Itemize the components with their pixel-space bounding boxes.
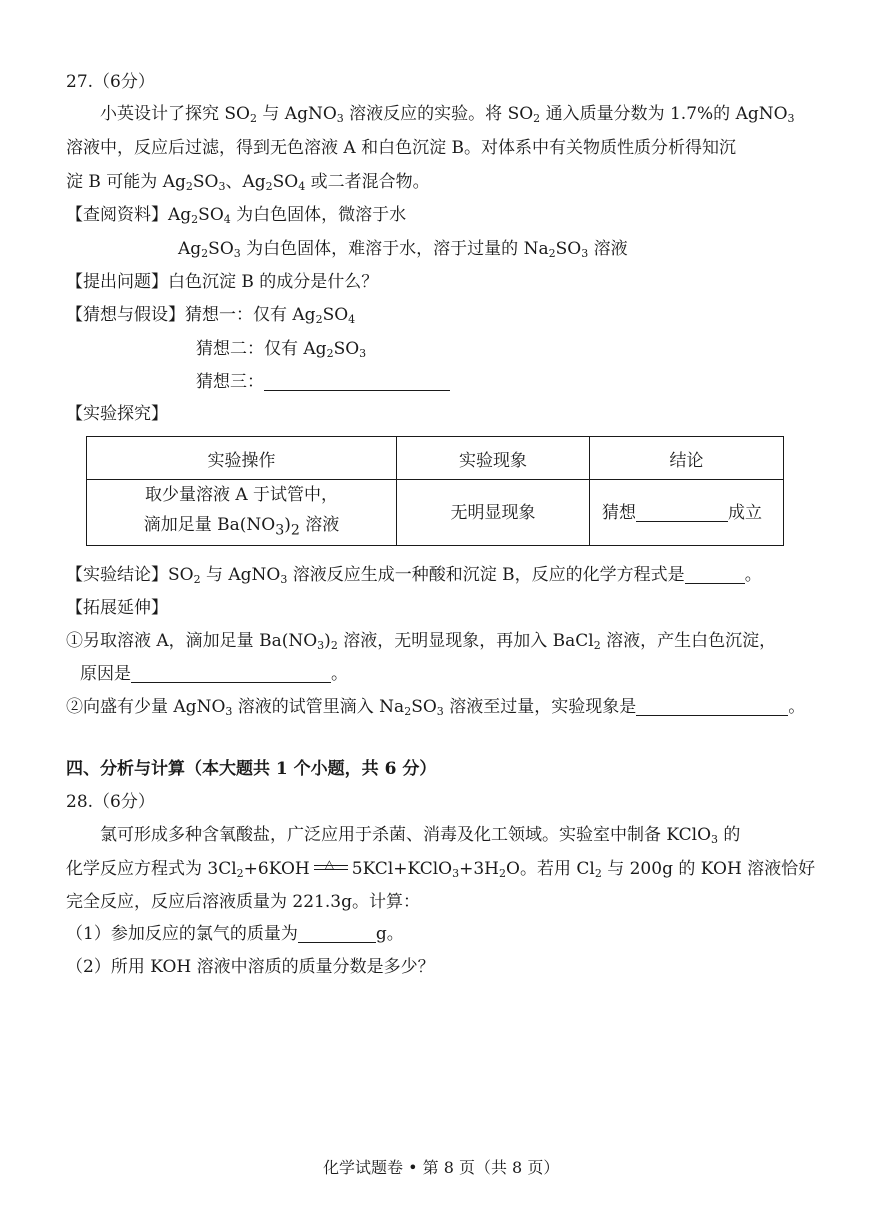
chlorine-mass-blank[interactable] [298, 924, 376, 943]
phenomenon-blank[interactable] [636, 697, 788, 716]
column-header-operation: 实验操作 [87, 437, 397, 480]
reference-info-line-2: $Ag_2SO_3$ 为白色固体，难溶于水，溶于过量的 $Na_2SO_3$ 溶液 [178, 239, 628, 260]
q28-subquestion-1: （1）参加反应的氯气的质量为 g。 [66, 924, 404, 944]
table-row [87, 480, 784, 546]
experiment-label: 【实验探究】 [66, 404, 168, 424]
hypothesis-3: 猜想三： [196, 370, 450, 394]
column-header-phenomenon: 实验现象 [397, 437, 590, 480]
hypothesis-3-blank[interactable] [264, 372, 450, 391]
q27-intro-line-2: 溶液中，反应后过滤，得到无色溶液 A 和白色沉淀 B。对体系中有关物质性质分析得知沉 [66, 138, 736, 158]
conclusion-cell: 猜想 成立 [590, 480, 784, 546]
experiment-conclusion: 【实验结论】$SO_2$ 与 AgNO$_3$ 溶液反应生成一种酸和沉淀 B，反应的化学方程式是 。 [66, 565, 762, 586]
hypothesis-2: 猜想二：仅有 $Ag_2SO_3$ [196, 339, 367, 360]
extension-item-1: ①另取溶液 A，滴加足量 $Ba(NO_3)_2$ 溶液，无明显现象，再加入 BaCl$_2$ 溶液，产生白色沉淀， [66, 631, 777, 652]
reason-blank[interactable] [131, 664, 331, 683]
extension-item-1-reason: 原因是 。 [80, 664, 348, 684]
phenomenon-cell: 无明显现象 [397, 480, 590, 546]
page-footer: 化学试题卷 • 第 8 页（共 8 页） [323, 1158, 560, 1177]
q28-line-1: 氯可形成多种含氧酸盐，广泛应用于杀菌、消毒及化工领域。实验室中制备 KClO$_3$ 的 [100, 825, 741, 846]
heating-condition-symbol: △ [314, 858, 348, 876]
operation-cell: 取少量溶液 A 于试管中， 滴加足量 $Ba(NO_3)_2$ 溶液 [87, 480, 397, 546]
column-header-conclusion: 结论 [590, 437, 784, 480]
q28-line-2: 化学反应方程式为 $3Cl_2+6KOH$ △ $5KCl+KClO_3+3H_2O$。若用 $Cl_2$ 与 200g 的 KOH 溶液恰好 [66, 857, 816, 880]
question-27-header: 27.（6分） [66, 72, 155, 92]
q27-intro-line-1: 小英设计了探究 $SO_2$ 与 AgNO$_3$ 溶液反应的实验。将 $SO_2$ 通入质量分数为 1.7%的 AgNO$_3$ [100, 104, 795, 125]
reference-info-line-1: 【查阅资料】$Ag_2SO_4$ 为白色固体，微溶于水 [66, 205, 407, 226]
section-4-title: 四、分析与计算（本大题共 1 个小题，共 6 分） [66, 759, 437, 779]
q28-subquestion-2: （2）所用 KOH 溶液中溶质的质量分数是多少？ [66, 957, 435, 977]
table-header-row [87, 437, 784, 480]
q28-line-3: 完全反应，反应后溶液质量为 221.3g。计算： [66, 892, 420, 912]
experiment-table [86, 436, 784, 546]
q27-intro-line-3: 淀 B 可能为 $Ag_2SO_3$、$Ag_2SO_4$ 或二者混合物。 [66, 172, 430, 193]
conclusion-blank[interactable] [636, 503, 728, 522]
extension-label: 【拓展延伸】 [66, 598, 168, 618]
extension-item-2: ②向盛有少量 AgNO$_3$ 溶液的试管里滴入 $Na_2SO_3$ 溶液至过量，实验现象是 。 [66, 697, 806, 718]
equation-blank[interactable] [685, 565, 745, 584]
question-28-header: 28.（6分） [66, 792, 155, 812]
hypothesis-1: 【猜想与假设】猜想一：仅有 $Ag_2SO_4$ [66, 305, 356, 326]
question-statement: 【提出问题】白色沉淀 B 的成分是什么？ [66, 272, 379, 292]
